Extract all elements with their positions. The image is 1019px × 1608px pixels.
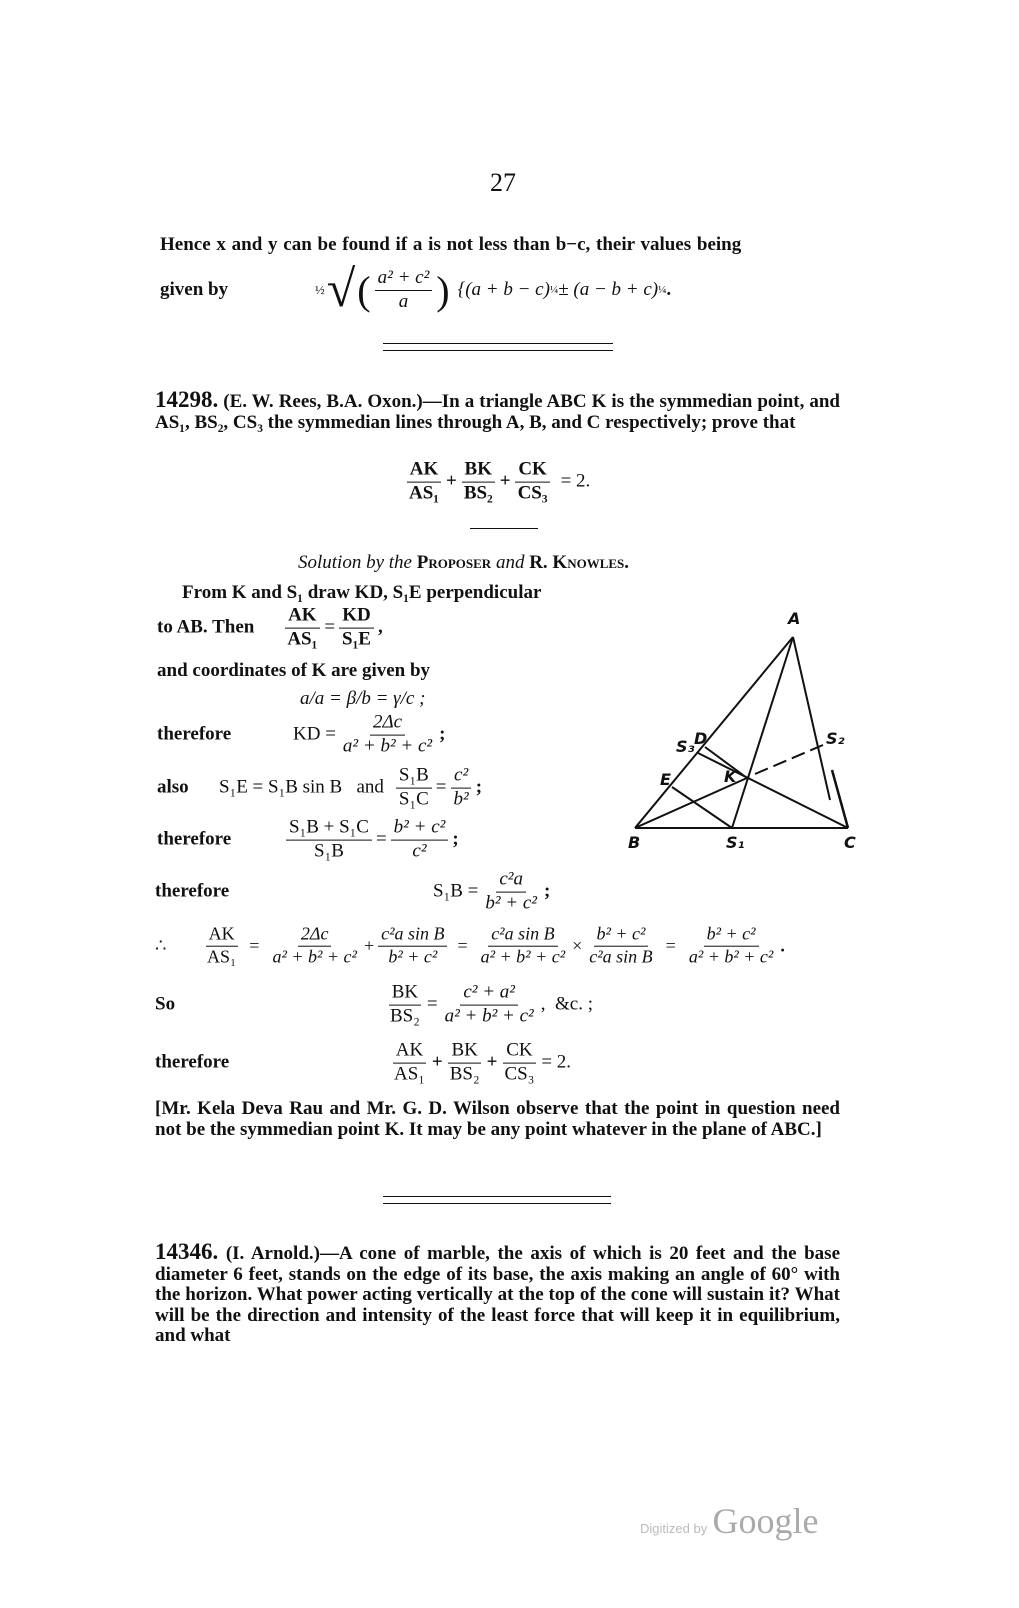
den: b² — [453, 788, 469, 810]
label-c: C — [844, 833, 856, 852]
sqrt-fraction — [375, 268, 433, 313]
symmedian-bs2-dashed — [755, 745, 823, 774]
end: ; — [475, 777, 483, 798]
fraction — [501, 1041, 537, 1086]
exponent: ¼ — [549, 284, 559, 296]
den: AS₁ — [207, 946, 237, 967]
lhs: KD = — [293, 724, 336, 745]
den: c² — [412, 840, 427, 862]
solution-line: a/a = β/b = γ/c ; — [300, 688, 426, 709]
num: S₁B — [396, 766, 432, 789]
solution-line: From K and S₁ draw KD, S₁E perpendicular — [182, 582, 542, 603]
triangle-diagram — [600, 590, 860, 852]
den: b² + c² — [388, 946, 438, 967]
num: AK — [285, 606, 320, 629]
paren-open: ( — [357, 267, 371, 313]
problem-14346-statement — [155, 1239, 840, 1347]
num: b² + c² — [704, 925, 759, 947]
label-s2: S₂ — [826, 729, 845, 748]
fraction — [447, 1041, 483, 1086]
num: KD — [339, 606, 374, 629]
solution-line — [157, 606, 383, 651]
label: therefore — [157, 829, 232, 850]
equals: = — [426, 994, 438, 1015]
problem-author: (I. Arnold.) — [225, 1243, 320, 1264]
fraction — [396, 766, 432, 811]
label: therefore — [155, 881, 230, 902]
google-logo: Google — [712, 1501, 819, 1541]
plus: + — [431, 1052, 443, 1073]
fraction — [286, 818, 372, 863]
formula-part: {(a + b − c) — [457, 279, 550, 300]
rhs: = 2. — [541, 1052, 572, 1073]
num: c²a sin B — [378, 925, 447, 947]
plus: + — [363, 935, 375, 956]
formula-part: . — [666, 279, 672, 300]
fraction — [391, 1041, 428, 1086]
label-b: B — [628, 833, 641, 852]
den: AS₁ — [409, 482, 439, 504]
side-ab — [635, 637, 793, 828]
equals: = — [324, 617, 336, 638]
heading-part: and — [495, 552, 525, 573]
label: So — [155, 994, 176, 1015]
solution-line — [155, 925, 785, 968]
fraction — [269, 925, 359, 968]
editorial-note: [Mr. Kela Deva Rau and Mr. G. D. Wilson observe that the point in question need not be the symmedian point K. It may be any point whatever in the plane of ABC.] — [155, 1098, 840, 1140]
den: b² + c² — [485, 892, 537, 914]
num: BK — [389, 983, 421, 1006]
den: c²a sin B — [589, 946, 653, 967]
den: BS₂ — [390, 1005, 420, 1027]
heading-part: Proposer — [416, 552, 492, 573]
symmedian-as1 — [732, 637, 793, 828]
num: BK — [448, 1041, 480, 1064]
rhs: = 2. — [560, 471, 591, 492]
label-s3: S₃ — [676, 737, 695, 756]
den: a — [398, 290, 409, 312]
den: a² + b² + c² — [688, 946, 774, 967]
den: a² + b² + c² — [480, 946, 566, 967]
intro-formula-row — [160, 261, 672, 318]
num: S₁B + S₁C — [286, 818, 372, 841]
equals: = — [249, 935, 260, 956]
solution-heading — [298, 552, 629, 574]
fraction — [204, 925, 239, 968]
side-ac — [793, 637, 830, 800]
short-rule — [470, 528, 538, 529]
num: a² + c² — [375, 268, 433, 291]
num: b² + c² — [594, 925, 649, 947]
plus: + — [486, 1052, 498, 1073]
problem-number: 14298. — [155, 387, 219, 412]
den: S₁E — [342, 628, 371, 650]
fraction — [339, 606, 374, 651]
fraction — [586, 925, 655, 968]
den: CS₃ — [517, 482, 548, 504]
num: AK — [407, 460, 442, 483]
num: CK — [503, 1041, 535, 1064]
label: to AB. Then — [157, 617, 255, 638]
formula-part: ± (a − b + c) — [558, 279, 659, 300]
den: BS₂ — [463, 482, 493, 504]
end: ; — [544, 881, 551, 902]
label: therefore — [155, 1052, 230, 1073]
end: , &c. ; — [540, 994, 594, 1015]
fraction — [515, 460, 551, 505]
den: CS₃ — [504, 1063, 535, 1085]
plus: + — [445, 471, 457, 492]
problem-text: —A cone of marble, the axis of which is 20 feet and the base diameter 6 feet, stands on the edge of its base, the axis making an angle of 60° with the horizon. What power acting vertically at the top of the cone will sustain it? What will be the direction and intensity of the least force that will keep it in equilibrium, and what — [155, 1243, 840, 1346]
plus: + — [499, 471, 511, 492]
problem-text: —In a triangle ABC K is the symmedian point, and AS₁, BS₂, CS₃ the symmedian lines through A, B, and C respectively; prove that — [155, 391, 840, 433]
problem-14298-statement — [155, 387, 840, 433]
num: b² + c² — [391, 818, 449, 841]
label-a: A — [788, 609, 801, 628]
solution-line — [155, 1041, 571, 1086]
num: c²a sin B — [488, 925, 557, 947]
den: BS₂ — [449, 1063, 480, 1085]
page-number: 27 — [490, 168, 516, 197]
equals: = — [435, 777, 447, 798]
num: 2Δc — [298, 925, 332, 947]
num: CK — [515, 460, 550, 483]
fraction — [387, 983, 423, 1028]
den: S₁C — [398, 788, 429, 810]
den: AS₁ — [394, 1063, 425, 1085]
num: c²a — [496, 870, 526, 893]
label: therefore — [157, 724, 232, 745]
lhs: S₁B = — [433, 881, 479, 902]
fraction — [478, 925, 568, 968]
solution-line: and coordinates of K are given by — [157, 660, 431, 681]
fraction — [482, 870, 540, 915]
solution-line — [155, 983, 593, 1028]
end: . — [780, 935, 785, 956]
label-e: E — [660, 770, 671, 789]
label: also — [157, 777, 189, 798]
solution-line — [157, 713, 445, 758]
fraction — [442, 983, 537, 1028]
therefore-symbol: ∴ — [155, 935, 167, 956]
fraction — [391, 818, 449, 863]
paren-close: ) — [436, 267, 450, 313]
num: c² — [451, 766, 471, 789]
num: AK — [206, 925, 238, 947]
fraction — [378, 925, 447, 968]
den: a² + b² + c² — [272, 946, 357, 967]
exponent: ¼ — [658, 284, 667, 296]
intro-line: Hence x and y can be found if a is not less than b−c, their values being — [160, 234, 742, 255]
equals: = — [375, 829, 387, 850]
fraction — [284, 606, 320, 651]
den: a² + b² + c² — [444, 1005, 534, 1027]
fraction — [451, 766, 472, 811]
num: c² + a² — [460, 983, 518, 1006]
fraction — [340, 713, 435, 758]
digitized-watermark — [640, 1500, 818, 1542]
num: BK — [462, 460, 495, 483]
num: 2Δc — [370, 713, 405, 736]
section-divider — [383, 343, 613, 351]
half: ½ — [315, 282, 325, 297]
end: ; — [452, 829, 459, 850]
equals: = — [457, 935, 468, 956]
end: ; — [439, 724, 446, 745]
equals: = — [665, 935, 676, 956]
fraction — [406, 460, 442, 505]
den: S₁B — [314, 840, 344, 862]
side-ac-lower — [832, 770, 848, 828]
label-k: K — [724, 767, 737, 786]
problem-author: (E. W. Rees, B.A. Oxon.) — [223, 391, 423, 412]
intro-label: given by — [160, 279, 229, 300]
solution-line — [155, 870, 550, 915]
solution-line — [157, 766, 482, 811]
problem-14298-equation — [402, 460, 596, 505]
fraction — [686, 925, 776, 968]
num: AK — [393, 1041, 426, 1064]
text: S₁E = S₁B sin B and — [219, 777, 384, 798]
times: × — [572, 935, 583, 956]
label-s1: S₁ — [726, 833, 745, 852]
label-d: D — [694, 729, 708, 748]
heading-part: Solution by the — [298, 552, 412, 573]
fraction — [461, 460, 496, 505]
den: AS₁ — [287, 628, 318, 650]
end: , — [377, 617, 383, 638]
watermark-prefix: Digitized by — [640, 1521, 708, 1536]
section-divider — [383, 1196, 611, 1204]
den: a² + b² + c² — [342, 735, 433, 757]
sqrt-icon: √ — [326, 261, 356, 318]
heading-part: R. Knowles. — [529, 552, 630, 573]
solution-line — [157, 818, 459, 863]
problem-number: 14346. — [155, 1239, 219, 1264]
